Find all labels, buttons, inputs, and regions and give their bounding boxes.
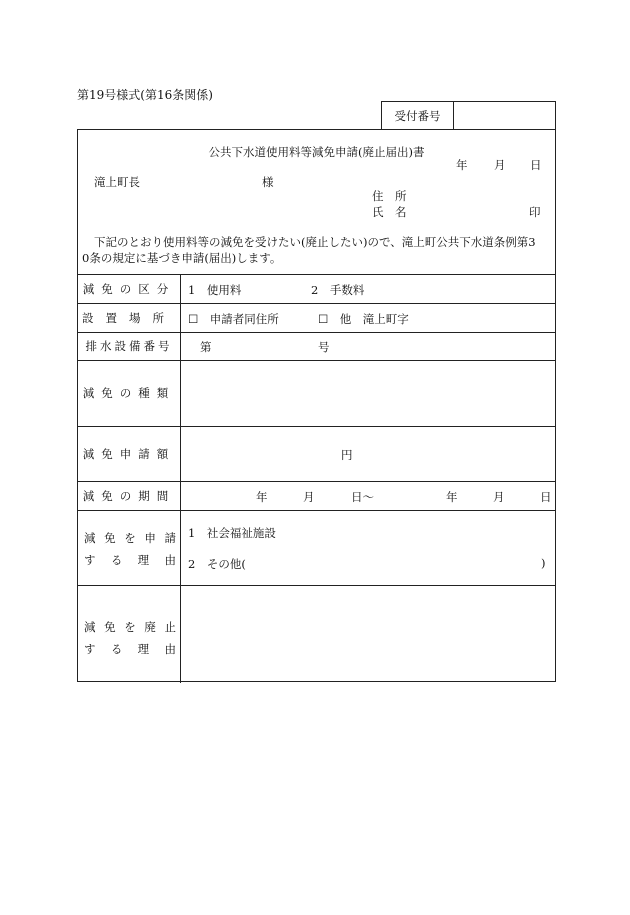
address-label: 住 所 [372, 189, 407, 203]
period-start-year: 年 [256, 490, 268, 504]
form-number: 第19号様式(第16条関係) [77, 88, 213, 102]
period-end-month: 月 [493, 490, 505, 504]
cancel-reason-char: を [124, 620, 136, 634]
cancel-reason-char: す [84, 642, 96, 656]
cancel-reason-label [84, 616, 176, 660]
date-day-label: 日 [530, 158, 542, 172]
apply-reason-label [84, 527, 176, 571]
cancel-reason-char: 止 [164, 620, 176, 634]
form-title: 公共下水道使用料等減免申請(廃止届出)書 [208, 145, 425, 159]
receipt-box [381, 101, 556, 130]
apply-reason-char: 請 [164, 531, 176, 545]
period-end-day: 日 [540, 490, 552, 504]
name-label: 氏 名 [372, 205, 407, 219]
cancel-reason-char: 理 [137, 642, 150, 656]
apply-reason-char: 申 [144, 531, 156, 545]
category-option-fee[interactable]: 1 使用料 [188, 283, 242, 297]
type-field[interactable] [181, 361, 555, 425]
date-month-label: 月 [494, 158, 506, 172]
apply-reason-char: 由 [164, 553, 176, 567]
cancel-reason-char: る [110, 642, 123, 656]
period-label: 減免の期間 [82, 488, 176, 503]
honorific: 様 [262, 175, 274, 189]
type-label: 減免の種類 [82, 386, 176, 400]
cancel-reason-char: 由 [164, 642, 176, 656]
period-end-year: 年 [446, 490, 458, 504]
cancel-reason-char: 減 [84, 620, 96, 634]
amount-unit: 円 [341, 448, 353, 462]
location-label: 設置場所 [82, 310, 176, 325]
period-start-month: 月 [303, 490, 315, 504]
drain-number-label: 排水設備番号 [85, 339, 173, 353]
statement-line-1: 下記のとおり使用料等の減免を受けたい(廃止したい)ので、滝上町公共下水道条例第3 [94, 235, 536, 249]
apply-reason-option-welfare[interactable]: 1 社会福祉施設 [188, 526, 276, 540]
receipt-label: 受付番号 [382, 102, 454, 130]
category-option-charge[interactable]: 2 手数料 [311, 283, 365, 297]
apply-reason-char: を [124, 531, 136, 545]
period-start-day: 日〜 [351, 490, 374, 504]
apply-reason-char: 免 [104, 531, 116, 545]
apply-reason-char: 理 [137, 553, 150, 567]
cancel-reason-field[interactable] [181, 586, 555, 681]
amount-label: 減免申請額 [82, 446, 176, 461]
apply-reason-other-close: ) [541, 556, 546, 570]
cancel-reason-char: 廃 [144, 620, 156, 634]
cancel-reason-char: 免 [104, 620, 116, 634]
drain-number-suffix: 号 [318, 340, 330, 354]
apply-reason-char: 減 [84, 531, 96, 545]
date-year-label: 年 [456, 158, 468, 172]
location-same-address-checkbox[interactable]: ☐ 申請者同住所 [188, 312, 279, 326]
apply-reason-char: る [110, 553, 123, 567]
receipt-number-field[interactable] [454, 102, 555, 130]
addressee: 滝上町長 [94, 175, 140, 189]
apply-reason-option-other[interactable]: 2 その他( [188, 557, 246, 571]
apply-reason-char: す [84, 553, 96, 567]
statement-line-2: 0条の規定に基づき申請(届出)します。 [82, 251, 282, 265]
drain-number-prefix: 第 [200, 340, 212, 354]
category-label: 減免の区分 [82, 281, 176, 296]
location-other-checkbox[interactable]: ☐ 他 滝上町字 [318, 312, 409, 326]
application-form [77, 129, 556, 682]
seal-mark: 印 [529, 205, 541, 219]
